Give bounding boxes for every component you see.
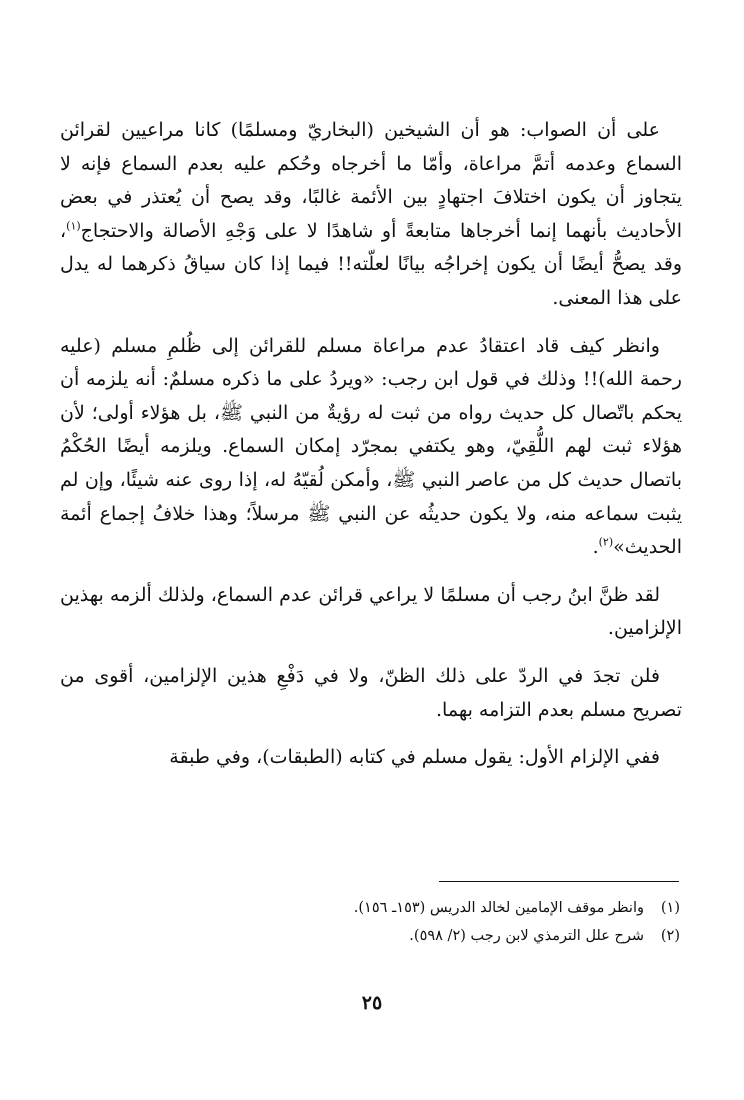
footnotes: [60, 894, 680, 950]
main-text: [60, 114, 682, 789]
footnote-2: [60, 922, 680, 950]
paragraph-3: لقد ظنَّ ابنُ رجب أن مسلمًا لا يراعي قرائن عدم السماع، ولذلك ألزمه بهذين الإلزامين.: [60, 583, 682, 640]
paragraph-2: وانظر كيف قاد اعتقادُ عدم مراعاة مسلم للقرائن إلى ظُلمِ مسلم (عليه رحمة الله)!! وذلك في قول ابن رجب: «ويردُ على ما ذكره مسلمٌ: أنه يلزمه أن يحكم باتّصال كل حديث رواه من ثبت له رؤيةٌ من النبي ﷺ، بل هؤلاء أولى؛ لأن هؤلاء ثبت لهم اللُّقِيّ، وهو يكتفي بمجرّد إمكان السماع. ويلزمه أيضًا الحُكْمُ باتصال حديث كل من عاصر النبي ﷺ، وأمكن لُقيّهُ له، إذا روى عنه شيئًا، وإن لم يثبت سماعه منه، ولا يكون حديثُه عن النبي ﷺ مرسلاً؛ وهذا خلافُ إجماع أئمة الحديث»$^{(٢)}$.: [60, 334, 682, 559]
footnote-ref-1[interactable]: (١): [66, 219, 81, 233]
paragraph-5: ففي الإلزام الأول: يقول مسلم في كتابه (الطبقات)، وفي طبقة: [169, 746, 660, 769]
footnote-number: (١): [660, 900, 680, 916]
footnote-text: وانظر موقف الإمامين لخالد الدريس (١٥٣ـ ١٥٦).: [353, 900, 644, 916]
paragraph-4: فلن تجدَ في الردّ على ذلك الظنّ، ولا في دَفْعِ هذين الإلزامين، أقوى من تصريح مسلم بعدم التزامه بهما.: [60, 664, 682, 721]
footnote-text: شرح علل الترمذي لابن رجب (٢/ ٥٩٨).: [409, 928, 644, 944]
footnote-1: [60, 894, 680, 922]
page-number: ٢٥: [361, 992, 383, 1014]
footnote-number: (٢): [660, 928, 680, 944]
footnote-divider: [439, 881, 679, 882]
footnote-ref-2[interactable]: (٢): [598, 535, 614, 549]
paragraph-1: على أن الصواب: هو أن الشيخين (البخاريّ ومسلمًا) كانا مراعيين لقرائن السماع وعدمه أتمَّ مراعاة، وأمّا ما أخرجاه وحُكم عليه بعدم السماع فإنه لا يتجاوز أن يكون اختلافَ اجتهادٍ بين الأئمة غالبًا، وقد يصح أن يُعتذر في بعض الأحاديث بأنهما إنما أخرجاها متابعةً أو شاهدًا لا على وَجْهِ الأصالة والاحتجاج$^{(١)}$، وقد يصحُّ أيضًا أن يكون إخراجُه بيانًا لعلّته!! فيما إذا كان سياقُ ذكرهما له يدل على هذا المعنى.: [60, 119, 682, 309]
